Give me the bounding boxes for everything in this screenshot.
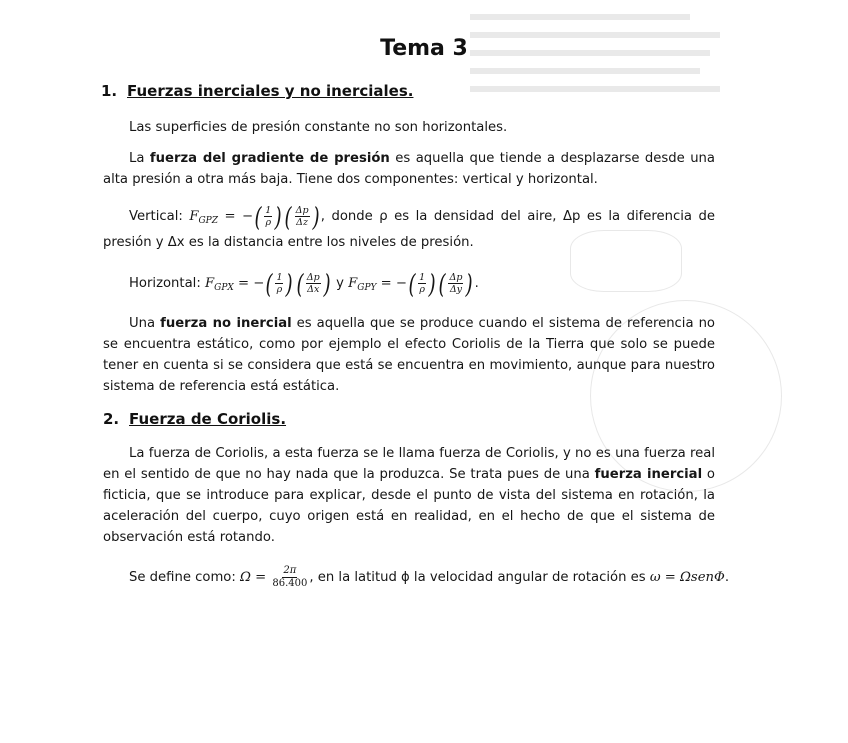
text-run: Una <box>129 316 161 331</box>
formula-fgpz: $F_{GPZ}$ = −( $\frac{1}{\rho}$ ) ( $\frac{\Delta p}{\Delta z}$ ) <box>189 203 320 233</box>
text-run: . <box>474 276 479 291</box>
paragraph-no-inercial <box>103 313 715 397</box>
text-run: Se define como: <box>129 570 240 585</box>
paragraph-gradiente <box>103 148 715 190</box>
section-2-title: Fuerza de Coriolis. <box>129 410 287 428</box>
paragraph-definition <box>103 565 730 590</box>
text-run: La <box>129 151 150 166</box>
text-run: es aquella que se produce cuando el sistema de referencia no se encuentra estático, como por ejemplo el efecto Coriolis de la Tierra que solo se puede tener en cuenta si se considera que está se encuentra en movimiento, aunque para nuestro sistema de referencia está estática. <box>103 316 715 394</box>
formula-omega-sen: ω = ΩsenΦ <box>649 570 725 585</box>
text-run: , donde ρ es la densidad del aire, Δp es la diferencia de presión y Δx es la distancia entre los niveles de presión. <box>103 209 716 250</box>
bleed-through-text <box>470 6 730 126</box>
paragraph-superficies <box>103 117 715 138</box>
section-1-number: 1. <box>101 82 118 100</box>
paragraph-coriolis <box>103 443 715 548</box>
text-run: , en la latitud ϕ la velocidad angular de rotación es <box>309 570 650 585</box>
formula-fgpx: $F_{GPX}$ = −( $\frac{1}{\rho}$ ) ( $\frac{\Delta p}{\Delta x}$ ) <box>204 270 331 300</box>
bold-term: fuerza del gradiente de presión <box>149 151 390 166</box>
bold-term: fuerza inercial <box>594 467 703 482</box>
page-title: Tema 3 <box>380 36 468 61</box>
bold-term: fuerza no inercial <box>160 316 292 331</box>
text-run: o ficticia, que se introduce para explicar, desde el punto de vista del sistema en rotación, la aceleración del cuerpo, cuyo origen está en realidad, en el hecho de que el sistema de observación está rotando. <box>103 467 715 545</box>
section-1-heading <box>101 82 413 100</box>
text-run: es aquella que tiende a desplazarse desde una alta presión a otra más baja. Tiene dos componentes: vertical y horizontal. <box>103 151 715 187</box>
section-2-number: 2. <box>103 410 120 428</box>
section-2-heading <box>103 410 286 428</box>
section-1-title: Fuerzas inerciales y no inerciales. <box>127 82 414 100</box>
formula-fgpy: $F_{GPY}$ = −( $\frac{1}{\rho}$ ) ( $\frac{\Delta p}{\Delta y}$ ) <box>348 270 474 300</box>
text-run: La fuerza de Coriolis, a esta fuerza se le llama fuerza de Coriolis, y no es una fuerza real en el sentido de que no hay nada que la produzca. Se trata pues de una <box>103 446 715 482</box>
text-run: y <box>331 276 349 291</box>
paragraph-text: Las superficies de presión constante no son horizontales. <box>129 120 508 135</box>
paragraph-vertical <box>103 205 715 253</box>
label-horizontal: Horizontal: <box>129 276 205 291</box>
label-vertical: Vertical: <box>129 209 190 224</box>
paragraph-horizontal <box>103 272 715 299</box>
formula-omega: Ω = $\frac{2\pi}{86.400}$ <box>240 565 308 589</box>
text-run: . <box>724 570 730 585</box>
